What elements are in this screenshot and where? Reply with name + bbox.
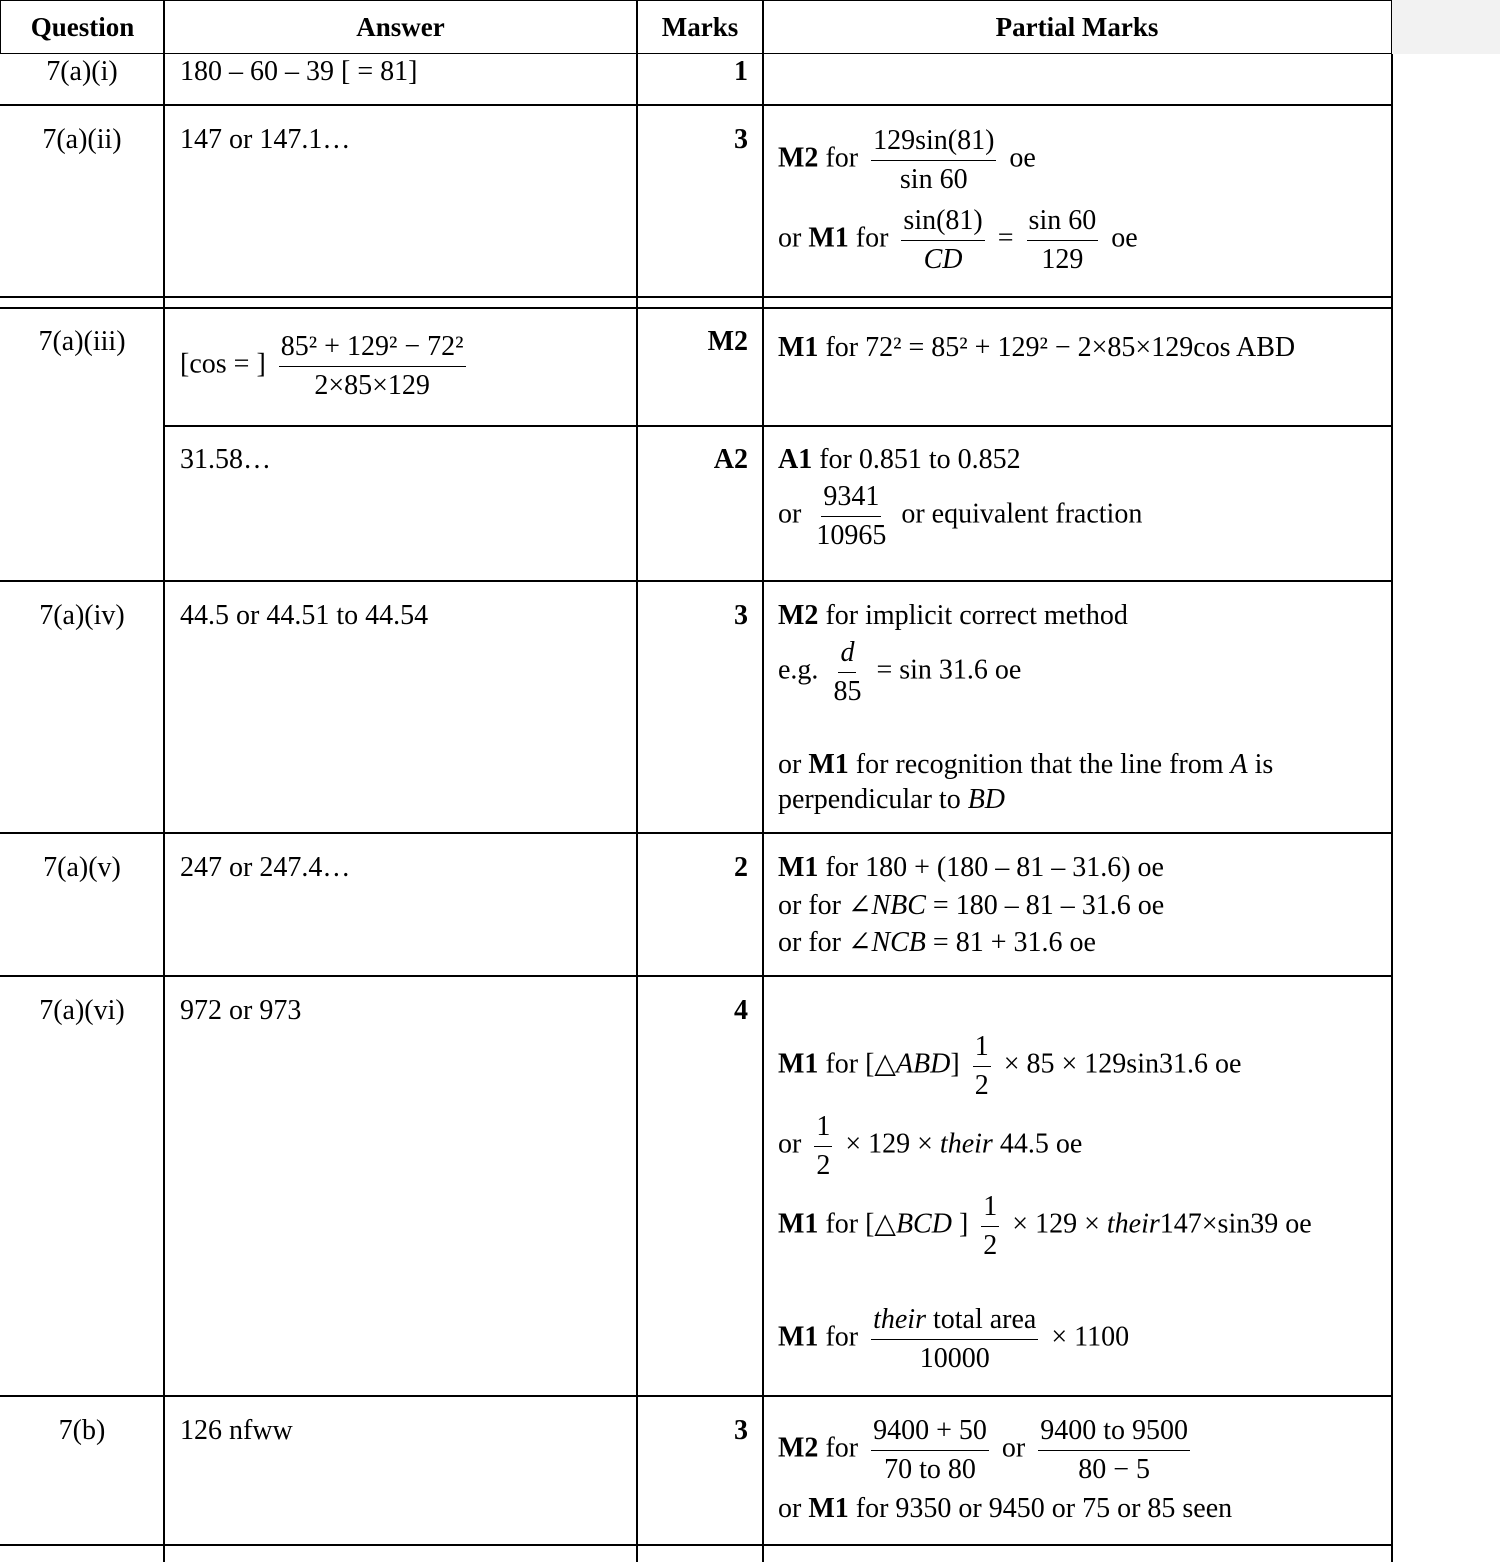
top-right-gray-area — [1392, 0, 1500, 54]
partial-mark-line: M1 for [△BCD ] $\frac{1}{2}$ × 129 × their147×sin39 oe — [778, 1191, 1312, 1261]
col-divider — [762, 54, 764, 1562]
fraction: $\frac{\text{85² + 129² − 72²}}{2\times 85\times 129}$ — [280, 331, 464, 401]
row-divider — [0, 296, 1393, 298]
fraction: $\frac{9341}{10965}$ — [816, 481, 887, 551]
marks-value: 3 — [734, 1415, 748, 1446]
marks-value: A2 — [713, 444, 748, 475]
answer-text: 247 or 247.4… — [180, 852, 351, 883]
fraction: $\frac{d}{85}$ — [833, 637, 862, 707]
partial-mark-line: or for ∠NCB = 81 + 31.6 oe — [778, 927, 1096, 958]
header-answer: Answer — [163, 0, 638, 54]
answer-text: 180 – 60 – 39 [ = 81] — [180, 56, 418, 87]
question-label: 7(b) — [58, 1415, 106, 1446]
fraction: $\frac{1}{2}$ — [816, 1111, 831, 1181]
partial-mark-line: or $\frac{1}{2}$ × 129 × their 44.5 oe — [778, 1111, 1083, 1181]
partial-mark-line: M2 for $\frac{9400 + 50}{70 to 80}$ or $\frac{9400 to 9500}{80 - 5}$ — [778, 1415, 1188, 1485]
partial-mark-line: or $\frac{9341}{10965}$ or equivalent fraction — [778, 481, 1143, 551]
marks-value: 2 — [734, 852, 748, 883]
partial-mark-line: M2 for implicit correct method — [778, 600, 1128, 631]
marks-value: 3 — [734, 124, 748, 155]
partial-mark-line: e.g. $\frac{d}{85}$ = sin 31.6 oe — [778, 637, 1022, 707]
partial-mark-line: or for ∠NBC = 180 – 81 – 31.6 oe — [778, 890, 1165, 921]
question-label: 7(a)(v) — [43, 852, 121, 883]
fraction: $\frac{1}{2}$ — [974, 1031, 989, 1101]
row-divider — [0, 104, 1393, 106]
answer-text: 147 or 147.1… — [180, 124, 351, 155]
row-divider — [163, 425, 1393, 427]
partial-mark-line: perpendicular to BD — [778, 784, 1006, 815]
partial-mark-line: M1 for 180 + (180 – 81 – 31.6) oe — [778, 852, 1164, 883]
fraction: $\frac{129\sin(81)}{\sin 60}$ — [873, 125, 995, 195]
row-divider — [0, 307, 1393, 309]
fraction: $\frac{9400 to 9500}{80 - 5}$ — [1040, 1415, 1188, 1485]
row-divider — [0, 1395, 1393, 1397]
marks-value: 1 — [734, 56, 748, 87]
marks-value: 3 — [734, 600, 748, 631]
col-divider — [1391, 54, 1393, 1562]
header-question: Question — [0, 0, 165, 54]
answer-formula: [cos = ] $\frac{\text{85² + 129² − 72²}}{2\times 85\times 129}$ — [180, 331, 464, 401]
header-marks: Marks — [636, 0, 764, 54]
question-label: 7(a)(vi) — [39, 995, 125, 1026]
question-label: 7(a)(i) — [46, 56, 118, 87]
answer-text: 972 or 973 — [180, 995, 302, 1026]
header-partial-marks: Partial Marks — [762, 0, 1392, 54]
row-divider — [0, 975, 1393, 977]
partial-mark-line: or M1 for $\frac{\sin(81)}{CD}$ = $\frac{\sin 60}{129}$ oe — [778, 205, 1138, 275]
marks-value: 4 — [734, 995, 748, 1026]
partial-mark-line: M1 for $\frac{\text{their total area}}{10000}$ × 1100 — [778, 1304, 1130, 1374]
row-divider — [0, 1544, 1393, 1546]
question-label: 7(a)(ii) — [42, 124, 122, 155]
question-label: 7(a)(iii) — [38, 326, 126, 357]
col-divider — [163, 54, 165, 1562]
fraction: $\frac{\sin 60}{129}$ — [1028, 205, 1097, 275]
partial-mark-line: M1 for 72² = 85² + 129² − 2×85×129cos ABD — [778, 332, 1296, 363]
partial-mark-line: or M1 for 9350 or 9450 or 75 or 85 seen — [778, 1493, 1233, 1524]
partial-mark-line: M1 for [△ABD] $\frac{1}{2}$ × 85 × 129sin31.6 oe — [778, 1031, 1242, 1101]
answer-text: 126 nfww — [180, 1415, 293, 1446]
row-divider — [0, 832, 1393, 834]
col-divider — [636, 54, 638, 1562]
row-divider — [0, 580, 1393, 582]
fraction: $\frac{\text{their total area}}{10000}$ — [873, 1304, 1037, 1374]
fraction: $\frac{1}{2}$ — [983, 1191, 998, 1261]
question-label: 7(a)(iv) — [39, 600, 125, 631]
fraction: $\frac{\sin(81)}{CD}$ — [903, 205, 983, 275]
answer-text: 44.5 or 44.51 to 44.54 — [180, 600, 429, 631]
answer-text: 31.58… — [180, 444, 271, 475]
partial-mark-line: A1 for 0.851 to 0.852 — [778, 444, 1021, 475]
partial-mark-line: or M1 for recognition that the line from A is — [778, 749, 1274, 780]
partial-mark-line: M2 for $\frac{129\sin(81)}{\sin 60}$ oe — [778, 125, 1036, 195]
marks-value: M2 — [707, 326, 748, 357]
fraction: $\frac{9400 + 50}{70 to 80}$ — [873, 1415, 987, 1485]
